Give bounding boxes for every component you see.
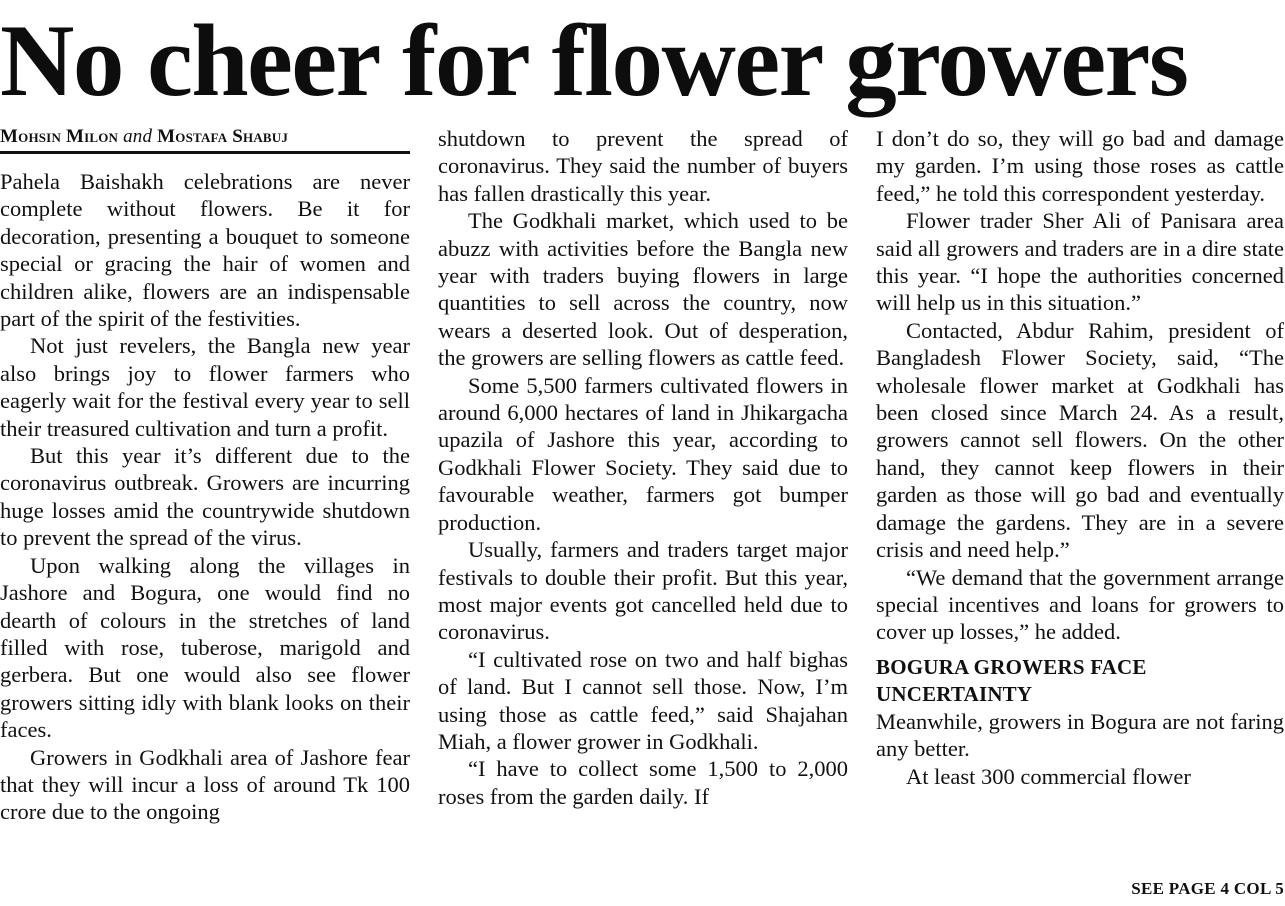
paragraph: Contacted, Abdur Rahim, president of Bangladesh Flower Society, said, “The wholesale flower market at Godkhali has been closed since March 24. As a result, growers cannot sell flowers. On the other hand, they cannot keep flowers in their garden as those will go bad and eventually damage the gardens. They are in a severe crisis and need help.”: [876, 317, 1284, 563]
subheading: BOGURA GROWERS FACE UNCERTAINTY: [876, 654, 1147, 706]
paragraph: Growers in Godkhali area of Jashore fear that they will incur a loss of around Tk 100 crore due to the ongoing: [0, 744, 410, 825]
continued-on-page-link: SEE PAGE 4 COL 5: [1131, 879, 1284, 898]
paragraph: shutdown to prevent the spread of coronavirus. They said the number of buyers has fallen drastically this year.: [438, 126, 848, 206]
paragraph: “We demand that the government arrange special incentives and loans for growers to cover up losses,” he added.: [876, 564, 1284, 645]
headline: No cheer for flower growers: [0, 4, 1188, 118]
paragraph: Meanwhile, growers in Bogura are not faring any better.: [876, 708, 1284, 762]
paragraph: Flower trader Sher Ali of Panisara area said all growers and traders are in a dire state this year. “I hope the authorities concerned will help us in this situation.”: [876, 208, 1284, 316]
byline-conjunction: and: [123, 126, 153, 147]
column-3: [876, 125, 1284, 906]
byline-author-2: Mostafa Shabuj: [157, 126, 289, 147]
column-1: [0, 125, 410, 906]
column-2: [438, 125, 848, 906]
byline: [0, 125, 410, 154]
byline-author-1: Mohsin Milon: [0, 126, 119, 147]
paragraph: Some 5,500 farmers cultivated flowers in around 6,000 hectares of land in Jhikargacha upazila of Jashore this year, according to Godkhali Flower Society. They said due to favourable weather, farmers got bumper production.: [438, 372, 848, 535]
paragraph: Usually, farmers and traders target major festivals to double their profit. But this year, most major events got cancelled held due to coronavirus.: [438, 537, 848, 645]
paragraph: Pahela Baishakh celebrations are never complete without flowers. Be it for decoration, presenting a bouquet to someone special or gracing the hair of women and children alike, flowers are an indispensable part of the spirit of the festivities.: [0, 169, 410, 332]
paragraph: I don’t do so, they will go bad and damage my garden. I’m using those roses as cattle feed,” he told this correspondent yesterday.: [876, 126, 1284, 206]
paragraph: “I have to collect some 1,500 to 2,000 roses from the garden daily. If: [438, 756, 848, 809]
paragraph: At least 300 commercial flower: [906, 763, 1191, 789]
paragraph: But this year it’s different due to the coronavirus outbreak. Growers are incurring huge losses amid the countrywide shutdown to prevent the spread of the virus.: [0, 443, 410, 551]
paragraph: The Godkhali market, which used to be abuzz with activities before the Bangla new year with traders buying flowers in large quantities to sell across the country, now wears a deserted look. Out of desperation, the growers are selling flowers as cattle feed.: [438, 208, 848, 371]
paragraph: “I cultivated rose on two and half bighas of land. But I cannot sell those. Now, I’m using those as cattle feed,” said Shajahan Miah, a flower grower in Godkhali.: [438, 646, 848, 754]
paragraph: Upon walking along the villages in Jashore and Bogura, one would find no dearth of colours in the stretches of land filled with rose, tuberose, marigold and gerbera. But one would also see flower growers sitting idly with blank looks on their faces.: [0, 552, 410, 743]
paragraph: Not just revelers, the Bangla new year also brings joy to flower farmers who eagerly wait for the festival every year to sell their treasured cultivation and turn a profit.: [0, 333, 410, 441]
